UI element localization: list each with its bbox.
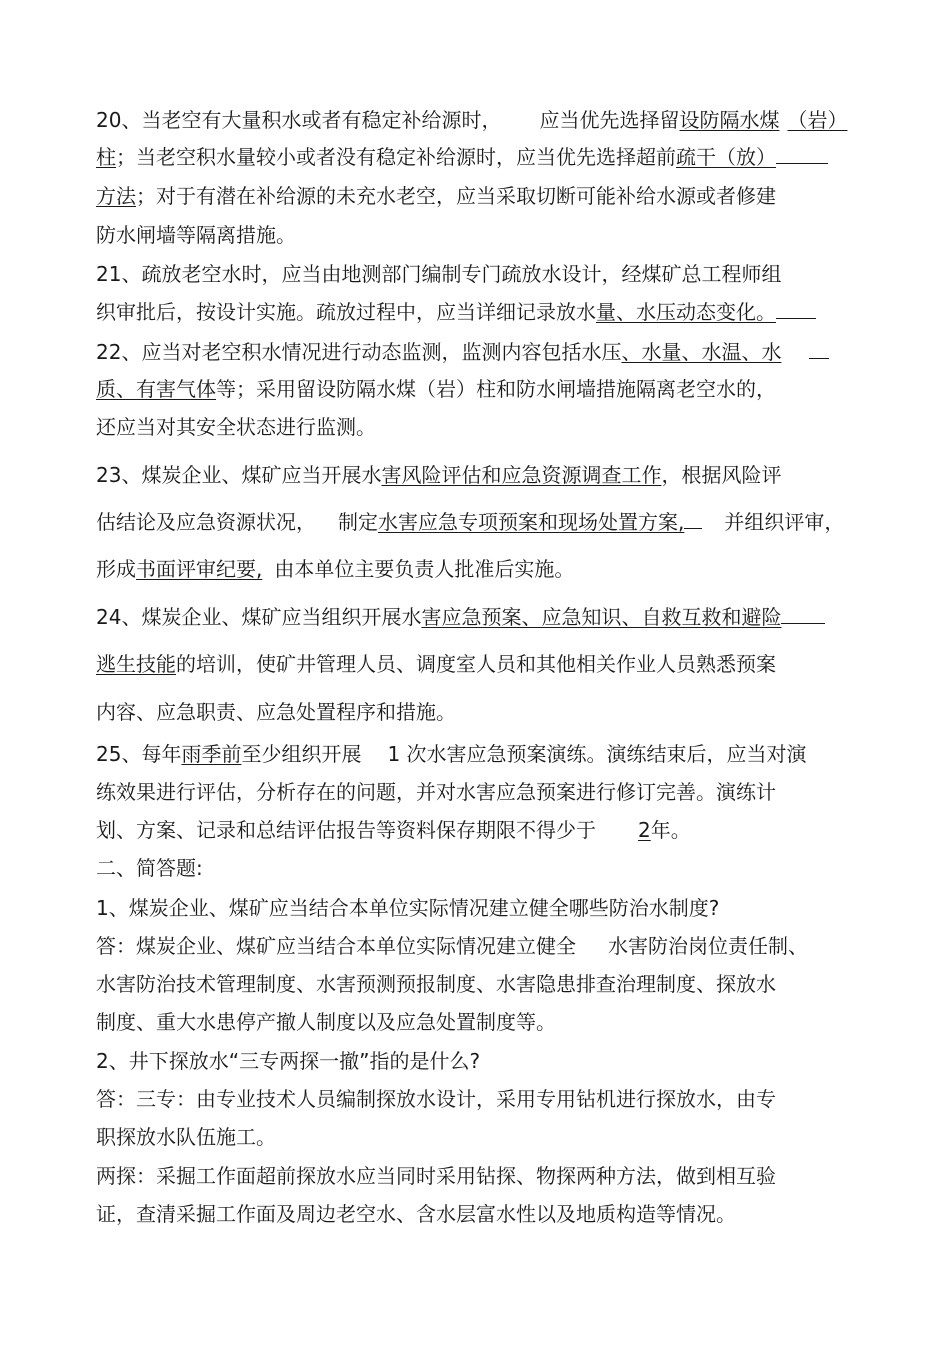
sa1-answer-text: 水害防治技术管理制度、水害预测预报制度、水害隐患排查治理制度、探放水 [96,972,776,996]
sa2-answer-line-1 [96,1087,776,1111]
sa1-answer-line-2 [96,972,776,996]
q20-line-3 [96,184,776,208]
sa1-answer-text: 答：煤炭企业、煤矿应当结合本单位实际情况建立健全 [96,934,576,958]
q22-line-3 [96,415,376,439]
q25-line-2 [96,780,776,804]
q23-text: 由本单位主要负责人批准后实施。 [274,557,575,581]
q24-answer: 害应急预案、应急知识、自救互救和避险 [421,605,782,629]
q20-answer: 设防隔水煤 [679,108,780,132]
q23-line-2 [96,510,844,534]
q24-text: 的培训，使矿井管理人员、调度室人员和其他相关作业人员熟悉预案 [176,652,776,676]
q25-line-1 [96,742,807,766]
q23-answer: 书面评审纪要, [136,557,263,581]
section-heading [96,856,203,880]
answer-blank [776,145,828,164]
q25-text: 划、方案、记录和总结评估报告等资料保存期限不得少于 [96,818,596,842]
q25-text: 年。 [650,818,691,842]
q20-answer: 方法 [96,184,136,208]
q20-text: ；对于有潜在补给源的未充水老空，应当采取切断可能补给水源或者修建 [136,184,776,208]
answer-blank [776,300,816,319]
q20-text: 应当优先选择留 [539,108,680,132]
sa1-question [96,896,719,920]
sa2-answer-line-3 [96,1164,776,1188]
q24-answer: 逃生技能 [96,652,176,676]
q24-text: 内容、应急职责、应急处置程序和措施。 [96,700,456,724]
q23-text: 并组织评审， [724,510,845,534]
q20-text: 20、当老空有大量积水或者有稳定补给源时， [96,108,502,132]
q25-answer: 2 [638,818,651,842]
answer-blank [684,510,702,529]
q25-line-3 [96,818,691,842]
sa2-answer-text: 证，查清采掘工作面及周边老空水、含水层富水性以及地质构造等情况。 [96,1202,736,1226]
sa2-answer-line-2 [96,1125,276,1149]
section-heading-text: 二、简答题: [96,856,203,880]
sa2-answer-text: 答：三专：由专业技术人员编制探放水设计，采用专用钻机进行探放水，由专 [96,1087,776,1111]
q24-line-3 [96,700,456,724]
q23-text: 23、煤炭企业、煤矿应当开展水 [96,463,382,487]
q25-text: 练效果进行评估，分析存在的问题，并对水害应急预案进行修订完善。演练计 [96,780,776,804]
sa2-answer-text: 职探放水队伍施工。 [96,1125,276,1149]
sa1-answer-text: 制度、重大水患停产撤人制度以及应急处置制度等。 [96,1010,556,1034]
q20-answer: （岩） [787,108,848,132]
q21-line-2 [96,300,816,324]
q24-line-1 [96,605,825,629]
q23-answer: 害风险评估和应急资源调查工作 [381,463,662,487]
sa2-answer-text: 两探：采掘工作面超前探放水应当同时采用钻探、物探两种方法，做到相互验 [96,1164,776,1188]
q22-answer: 质、有害气体 [96,377,216,401]
q20-text: 防水闸墙等隔离措施。 [96,223,296,247]
q23-line-1 [96,463,781,487]
q25-answer: 雨季前 [181,742,242,766]
q23-text: 形成 [96,557,136,581]
q22-answer: 、水量、水温、水 [621,340,782,364]
q20-line-2 [96,145,828,169]
sa1-question-text: 1、煤炭企业、煤矿应当结合本单位实际情况建立健全哪些防治水制度? [96,896,720,920]
q21-text: 织审批后，按设计实施。疏放过程中，应当详细记录放水 [96,300,596,324]
q22-text: 22、应当对老空积水情况进行动态监测，监测内容包括水压 [96,340,622,364]
q21-text: 21、疏放老空水时，应当由地测部门编制专门疏放水设计，经煤矿总工程师组 [96,262,782,286]
answer-blank [781,605,825,624]
q20-line-4 [96,223,296,247]
answer-blank [809,340,829,359]
q20-text: ；当老空积水量较小或者没有稳定补给源时，应当优先选择超前 [116,145,676,169]
q20-answer: 柱 [96,145,116,169]
q23-answer: 水害应急专项预案和现场处置方案, [378,510,685,534]
q25-text: 至少组织开展 [241,742,362,766]
q25-text: 1 次水害应急预案演练。演练结束后，应当对演 [387,742,807,766]
sa2-question-text: 2、井下探放水“三专两探一撤”指的是什么? [96,1049,481,1073]
sa1-answer-text: 水害防治岗位责任制、 [608,934,808,958]
q23-text: ，根据风险评 [661,463,782,487]
sa1-answer-line-3 [96,1010,556,1034]
q22-text: 还应当对其安全状态进行监测。 [96,415,376,439]
q21-answer: 量、水压动态变化。 [596,300,776,324]
q22-text: 等；采用留设防隔水煤（岩）柱和防水闸墙措施隔离老空水的， [216,377,776,401]
q20-line-1 [96,108,847,132]
q22-line-1 [96,340,829,364]
sa2-question [96,1049,480,1073]
q23-text: 制定 [338,510,378,534]
sa1-answer-line-1 [96,934,808,958]
q20-answer: 疏干（放） [676,145,776,169]
q23-text: 估结论及应急资源状况， [96,510,316,534]
sa2-answer-line-4 [96,1202,736,1226]
q21-line-1 [96,262,781,286]
q25-text: 25、每年 [96,742,182,766]
q24-text: 24、煤炭企业、煤矿应当组织开展水 [96,605,422,629]
q23-line-3 [96,557,574,581]
q22-line-2 [96,377,776,401]
q24-line-2 [96,652,776,676]
